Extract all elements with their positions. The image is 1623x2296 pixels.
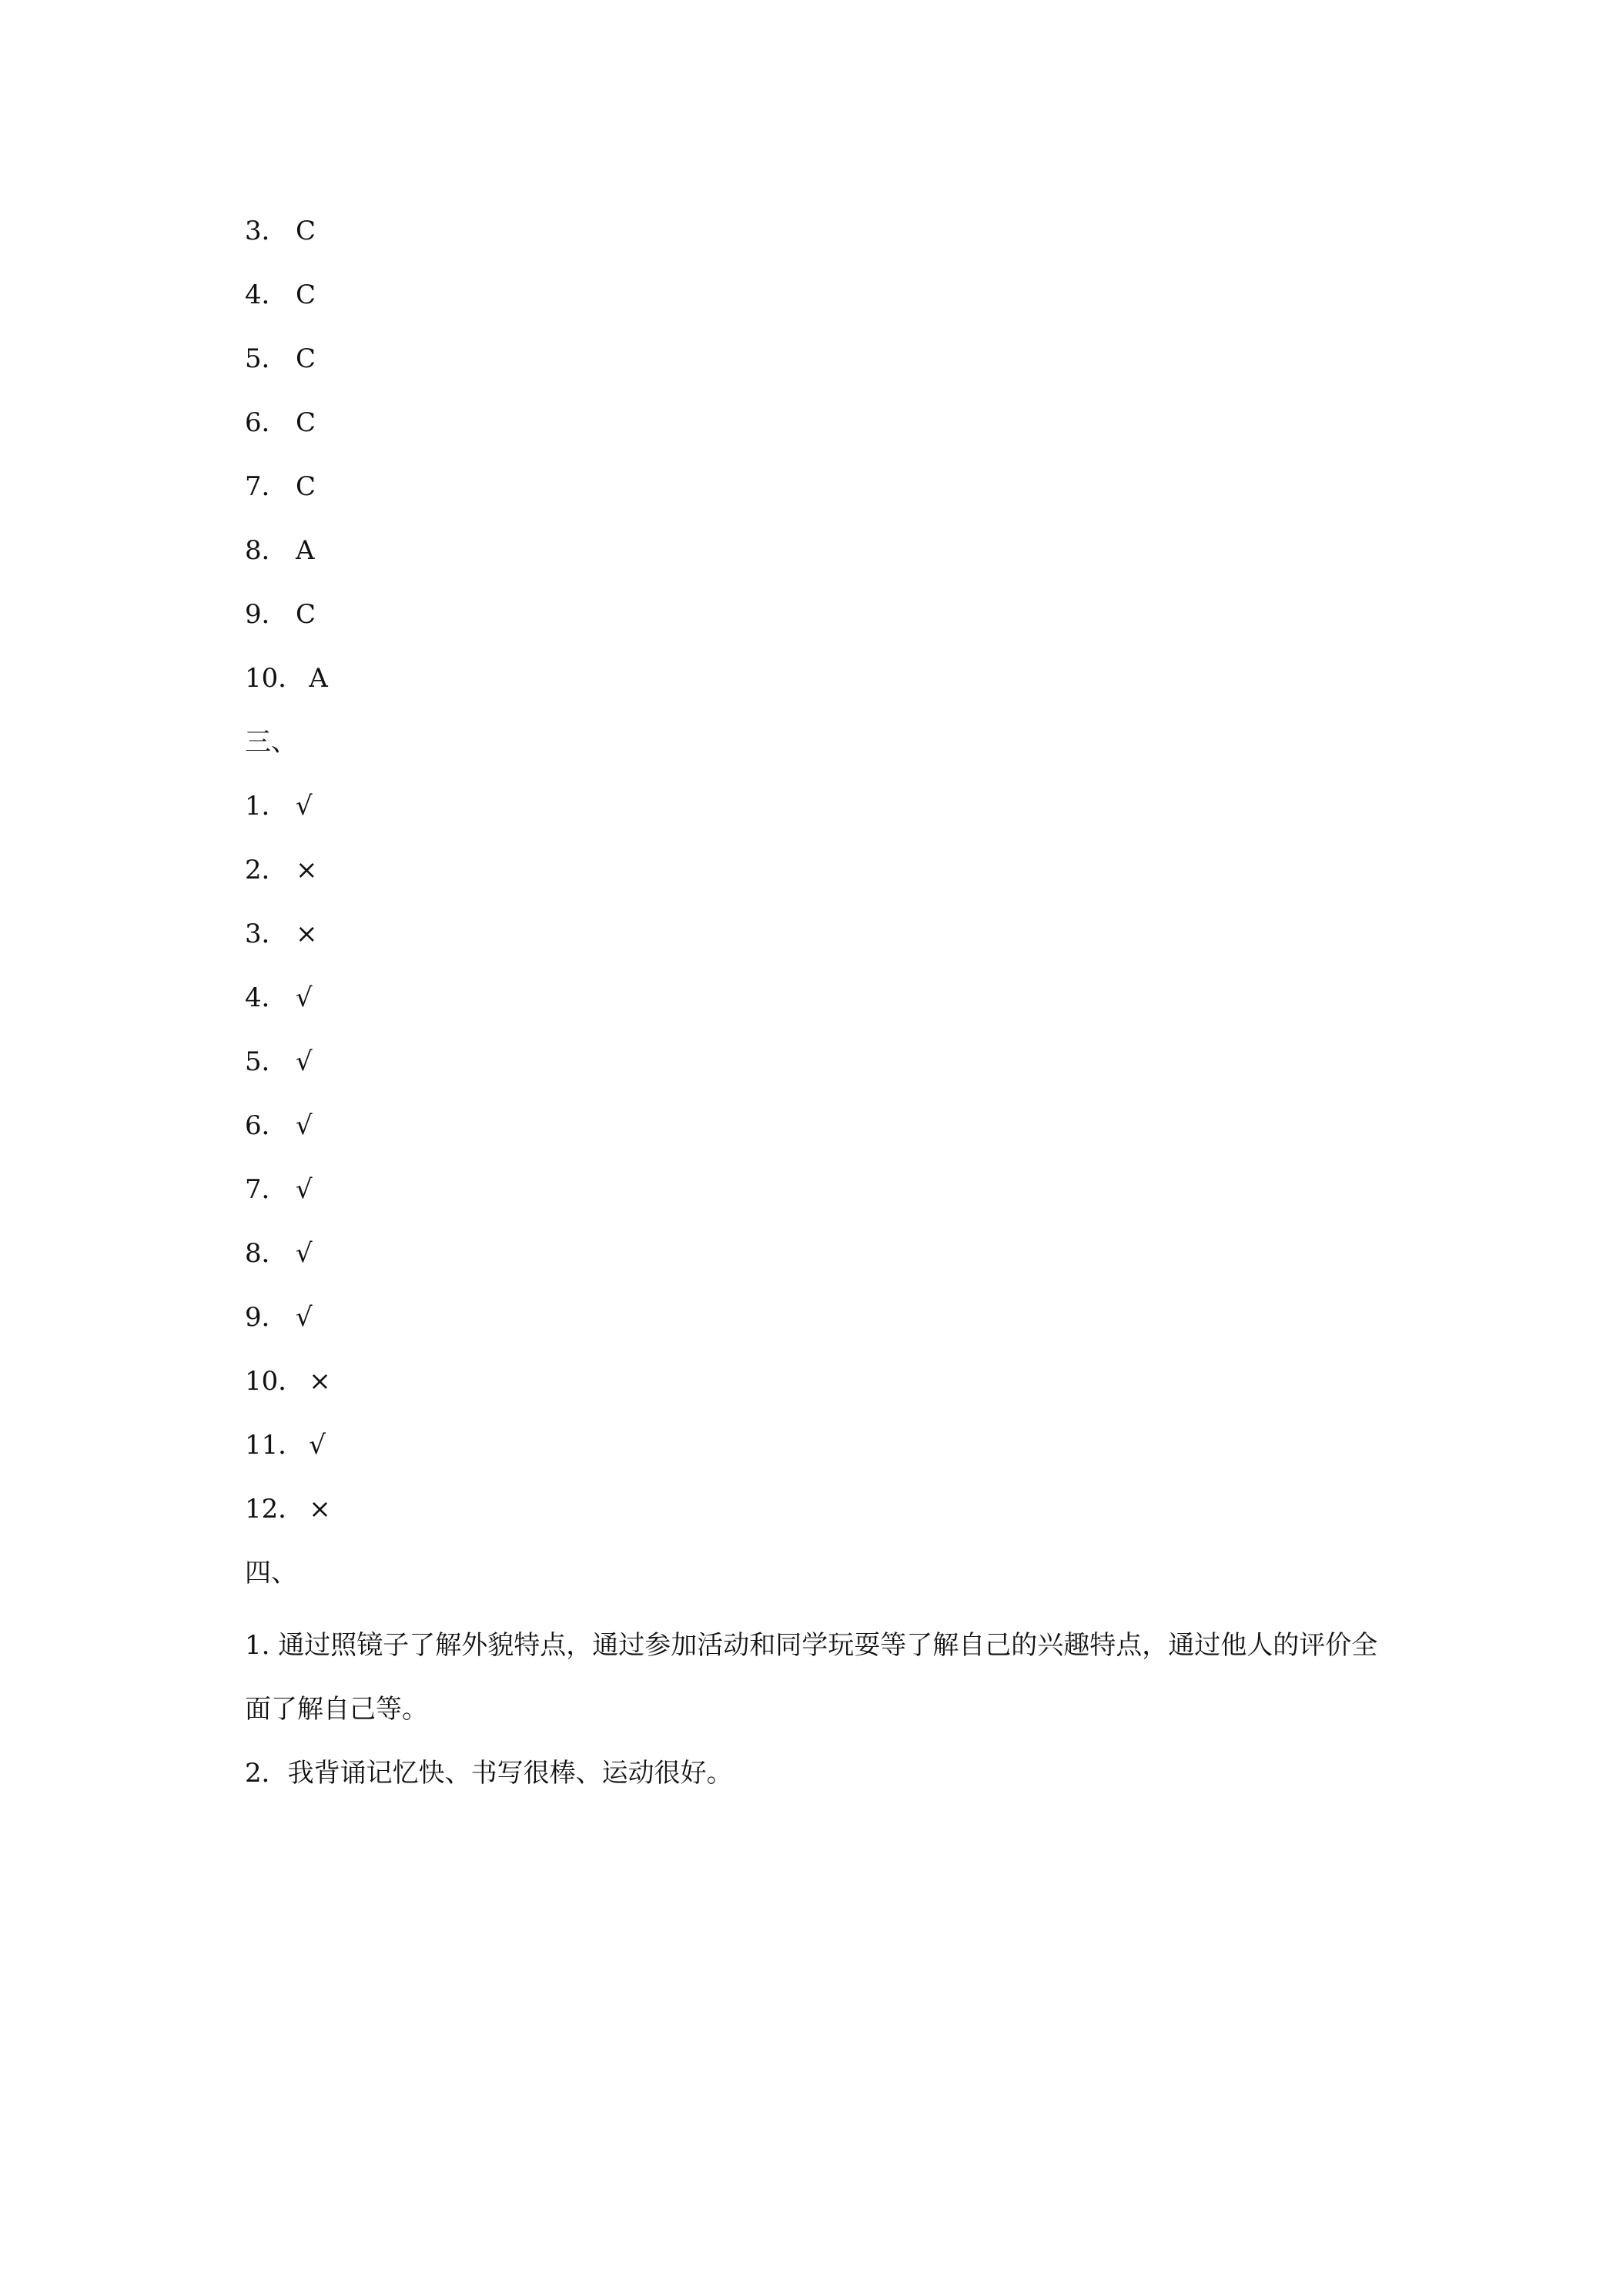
answer-value: C [296, 343, 316, 374]
answer-number: 12． [245, 1494, 305, 1525]
answer-line-part2-8 [245, 527, 1400, 591]
answer-line-part3-10 [245, 1358, 1400, 1422]
answer-value: √ [296, 791, 313, 822]
answer-paragraph-2: 2．我背诵记忆快、书写很棒、运动很好。 [245, 1758, 733, 1789]
answer-number: 6． [245, 1110, 288, 1141]
answer-number: 7． [245, 471, 288, 502]
answer-line-part3-9 [245, 1294, 1400, 1358]
answer-number: 3． [245, 216, 288, 246]
answer-number: 4． [245, 982, 288, 1013]
answer-line-part3-11 [245, 1422, 1400, 1486]
answer-value: √ [309, 1430, 326, 1461]
section-title-3: 三、 [245, 727, 297, 758]
answer-line-part3-4 [245, 975, 1400, 1039]
answer-value: × [296, 919, 318, 949]
answer-content [245, 208, 1400, 1806]
answer-number: 9． [245, 1302, 288, 1333]
answer-number: 8． [245, 1238, 288, 1269]
answer-line-part2-5 [245, 336, 1400, 400]
answer-number: 10． [245, 1366, 305, 1397]
answer-value: √ [296, 1238, 313, 1269]
answer-number: 5． [245, 1046, 288, 1077]
answer-line-part3-7 [245, 1166, 1400, 1230]
answer-line-part3-5 [245, 1039, 1400, 1103]
answer-number: 9． [245, 599, 288, 630]
answer-value: √ [296, 1110, 313, 1141]
answer-number: 7． [245, 1174, 288, 1205]
answer-value: A [309, 663, 328, 694]
answer-value: √ [296, 982, 313, 1013]
answer-value: C [296, 279, 316, 310]
answer-value: √ [296, 1046, 313, 1077]
answer-line-part2-10 [245, 655, 1400, 719]
answer-line-part2-9 [245, 591, 1400, 655]
answer-number: 11． [245, 1430, 305, 1461]
answer-number: 8． [245, 535, 288, 566]
answer-number: 5． [245, 343, 288, 374]
answer-line-part3-6 [245, 1103, 1400, 1166]
section-title-4: 四、 [245, 1558, 297, 1588]
answer-line-part3-3 [245, 911, 1400, 975]
answer-value: C [296, 216, 316, 246]
answer-line-part2-3 [245, 208, 1400, 272]
answer-line-part3-8 [245, 1230, 1400, 1294]
answer-number: 10． [245, 663, 305, 694]
answer-value: C [296, 471, 316, 502]
answer-line-part2-6 [245, 400, 1400, 464]
answer-value: C [296, 599, 316, 630]
answer-value: C [296, 407, 316, 438]
answer-value: × [296, 855, 318, 885]
answer-line-part3-1 [245, 783, 1400, 847]
answer-value: × [309, 1366, 331, 1397]
answer-number: 1． [245, 791, 288, 822]
answer-paragraph-1: 1. 通过照镜子了解外貌特点，通过参加活动和同学玩耍等了解自己的兴趣特点，通过他人的评价全面了解自己等。 [245, 1630, 1378, 1725]
answer-line-part2-4 [245, 272, 1400, 336]
answer-number: 4． [245, 279, 288, 310]
answer-number: 2． [245, 855, 288, 885]
answer-number: 6． [245, 407, 288, 438]
answer-line-part3-12 [245, 1486, 1400, 1550]
answer-value: √ [296, 1302, 313, 1333]
answer-value: × [309, 1494, 331, 1525]
answer-line-part3-2 [245, 847, 1400, 911]
answer-value: A [296, 535, 315, 566]
answer-number: 3． [245, 919, 288, 949]
answer-value: √ [296, 1174, 313, 1205]
answer-line-part2-7 [245, 464, 1400, 527]
